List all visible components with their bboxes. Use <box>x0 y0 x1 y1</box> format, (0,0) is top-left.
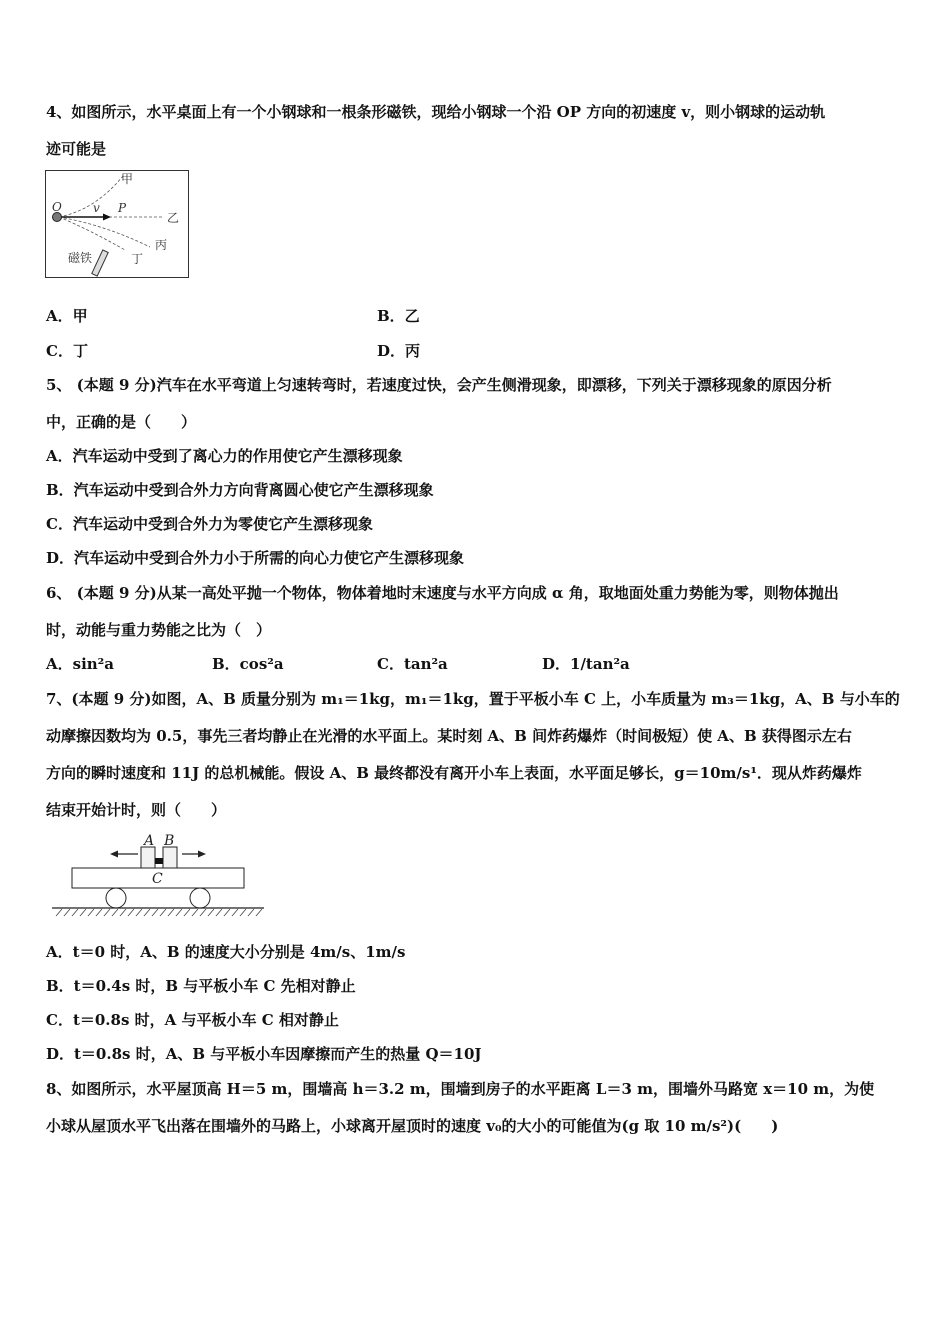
q5-stem-line1: 5、 (本题 9 分)汽车在水平弯道上匀速转弯时，若速度过快，会产生侧滑现象，即漂移，下列关于漂移现象的原因分析 <box>46 376 832 394</box>
q6-option-b[interactable]: B．cos²a <box>212 655 284 673</box>
q6-option-c[interactable]: C．tan²a <box>377 655 448 673</box>
q7-stem-line3: 方向的瞬时速度和 11J 的总机械能。假设 A、B 最终都没有离开小车上表面，水平面足够长，g＝10m/s¹．现从炸药爆炸 <box>46 764 862 782</box>
q7-figure <box>50 832 266 922</box>
q8-stem-line1: 8、如图所示，水平屋顶高 H＝5 m，围墙高 h＝3.2 m，围墙到房子的水平距离 L＝3 m，围墙外马路宽 x＝10 m，为使 <box>46 1080 875 1098</box>
block-a <box>141 847 155 868</box>
q4-option-d[interactable]: D．丙 <box>377 342 421 360</box>
q7-option-b[interactable]: B．t＝0.4s 时，B 与平板小车 C 先相对静止 <box>46 977 356 995</box>
label-c: C <box>152 871 163 887</box>
label-magnet: 磁铁 <box>68 251 93 265</box>
q4-option-b[interactable]: B．乙 <box>377 307 420 325</box>
label-p: P <box>118 201 127 215</box>
q7-stem-line2: 动摩擦因数均为 0.5，事先三者均静止在光滑的水平面上。某时刻 A、B 间炸药爆炸（时间极短）使 A、B 获得图示左右 <box>46 727 852 745</box>
label-o: O <box>52 200 62 214</box>
label-b: B <box>164 833 175 849</box>
q4-stem-line2: 迹可能是 <box>46 140 107 158</box>
q5-option-b[interactable]: B．汽车运动中受到合外力方向背离圆心使它产生漂移现象 <box>46 481 434 499</box>
block-b <box>163 847 177 868</box>
label-a: A <box>144 833 155 849</box>
q7-option-c[interactable]: C．t＝0.8s 时，A 与平板小车 C 相对静止 <box>46 1011 339 1029</box>
q6-option-a[interactable]: A．sin²a <box>46 655 114 673</box>
q4-figure <box>45 170 189 278</box>
q5-option-a[interactable]: A．汽车运动中受到了离心力的作用使它产生漂移现象 <box>46 447 403 465</box>
q6-option-d[interactable]: D．1/tan²a <box>542 655 630 673</box>
q4-option-c[interactable]: C．丁 <box>46 342 88 360</box>
q4-diagram <box>45 170 189 278</box>
q5-option-d[interactable]: D．汽车运动中受到合外力小于所需的向心力使它产生漂移现象 <box>46 549 465 567</box>
wheel-right <box>190 888 210 908</box>
q8-stem-line2: 小球从屋顶水平飞出落在围墙外的马路上，小球离开屋顶时的速度 v₀的大小的可能值为(g 取 10 m/s²)( ) <box>46 1117 779 1135</box>
q5-stem-line2: 中，正确的是（ ） <box>46 413 197 431</box>
q7-stem-line4: 结束开始计时，则（ ） <box>46 801 227 819</box>
label-yi: 乙 <box>167 211 180 225</box>
label-jia: 甲 <box>121 172 134 186</box>
q7-stem-line1: 7、(本题 9 分)如图，A、B 质量分别为 m₁＝1kg，m₁＝1kg，置于平板小车 C 上，小车质量为 m₃＝1kg，A、B 与小车的 <box>46 690 900 708</box>
q4-option-a[interactable]: A．甲 <box>46 307 88 325</box>
q7-diagram <box>50 832 266 922</box>
q4-stem-line1: 4、如图所示，水平桌面上有一个小钢球和一根条形磁铁，现给小钢球一个沿 OP 方向的初速度 v，则小钢球的运动轨 <box>46 103 826 121</box>
q7-option-d[interactable]: D．t＝0.8s 时，A、B 与平板小车因摩擦而产生的热量 Q＝10J <box>46 1045 482 1063</box>
explosive <box>155 858 163 864</box>
q5-option-c[interactable]: C．汽车运动中受到合外力为零使它产生漂移现象 <box>46 515 373 533</box>
q6-stem-line2: 时，动能与重力势能之比为（ ） <box>46 621 272 639</box>
ground-hatch <box>56 909 262 916</box>
label-v: v <box>93 201 100 215</box>
q6-stem-line1: 6、 (本题 9 分)从某一高处平抛一个物体，物体着地时末速度与水平方向成 α 角，取地面处重力势能为零，则物体抛出 <box>46 584 839 602</box>
wheel-left <box>106 888 126 908</box>
q7-option-a[interactable]: A．t＝0 时，A、B 的速度大小分别是 4m/s、1m/s <box>46 943 406 961</box>
label-ding: 丁 <box>131 252 144 266</box>
label-bing: 丙 <box>155 238 168 252</box>
